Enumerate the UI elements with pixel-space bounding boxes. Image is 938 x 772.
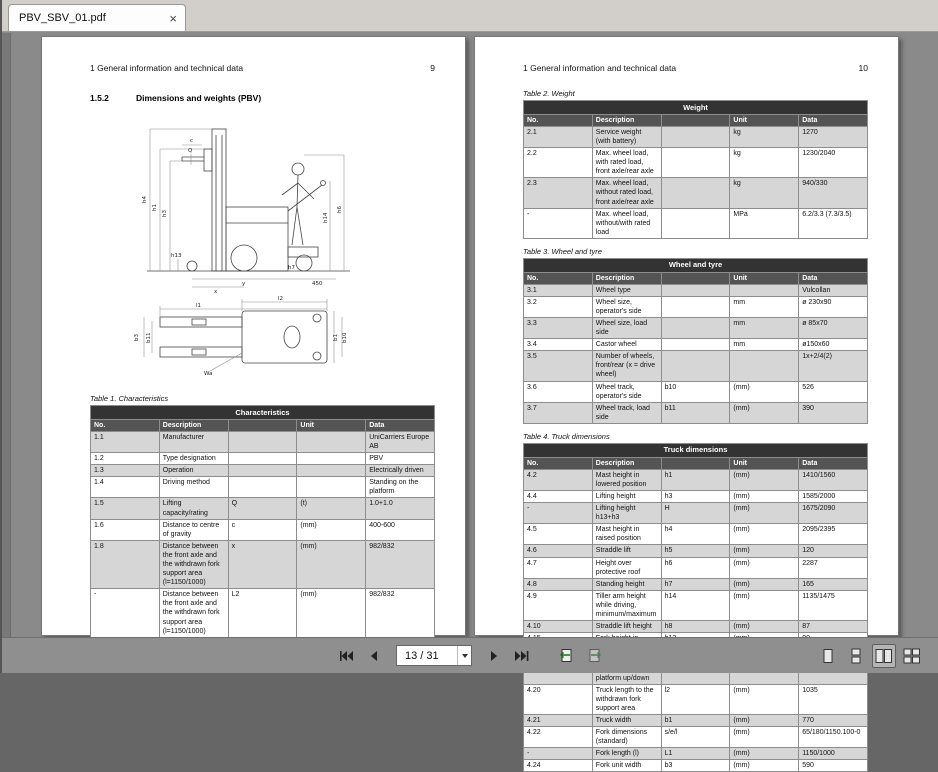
table-row [524, 381, 868, 402]
table-cell: - [524, 208, 593, 238]
table-cell: 1.0+1.0 [366, 498, 435, 519]
column-header [661, 457, 730, 469]
table-cell: Q [228, 498, 297, 519]
svg-text:h1: h1 [152, 204, 158, 211]
svg-text:c: c [190, 138, 194, 144]
page-number: 9 [430, 63, 435, 73]
section-heading [90, 93, 435, 103]
table-cell: h1 [661, 469, 730, 490]
table-cell: 1035 [799, 684, 868, 714]
table-cell: 2095/2395 [799, 524, 868, 545]
table-cell [297, 465, 366, 477]
table1-caption: Table 1. Characteristics [90, 394, 169, 403]
column-header: Unit [730, 457, 799, 469]
table-row [91, 498, 435, 519]
table-cell: ø 85x70 [799, 318, 868, 339]
table-cell: 65/180/1150.100-0 [799, 727, 868, 748]
table-cell: mm [730, 296, 799, 317]
table-row [524, 684, 868, 714]
table-cell: 3.4 [524, 339, 593, 351]
table-cell: h6 [661, 557, 730, 578]
table-cell: - [524, 748, 593, 760]
table-row [524, 351, 868, 381]
table4-caption: Table 4. Truck dimensions [523, 431, 610, 441]
table-cell: (mm) [730, 557, 799, 578]
pdf-page-9 [41, 36, 466, 636]
table-cell: Truck length to the withdrawn fork support area [592, 684, 661, 714]
table-cell: 770 [799, 714, 868, 726]
weight-table [523, 100, 868, 239]
table-cell: (mm) [730, 748, 799, 760]
table-cell: 4.21 [524, 714, 593, 726]
page-header [523, 63, 868, 73]
svg-text:Q: Q [188, 148, 193, 154]
tab-close-icon[interactable]: × [169, 10, 177, 26]
table-cell: 940/330 [799, 178, 868, 208]
table-cell: 3.3 [524, 318, 593, 339]
table-cell: 165 [799, 578, 868, 590]
table-cell: h14 [661, 590, 730, 620]
table-header-row [91, 419, 435, 431]
table-cell [661, 351, 730, 381]
table-cell: 120 [799, 545, 868, 557]
column-header: Unit [730, 272, 799, 284]
table-cell: (mm) [730, 621, 799, 633]
table-cell: Wheel size, operator's side [592, 296, 661, 317]
table-cell: 982/832 [366, 589, 435, 637]
table-cell: ø150x60 [799, 339, 868, 351]
table-cell: Max. wheel load, without/with rated load [592, 208, 661, 238]
table-cell: PBV [366, 453, 435, 465]
column-header: Unit [730, 114, 799, 126]
table-cell: 4.2 [524, 469, 593, 490]
table-cell [228, 465, 297, 477]
table-cell: 4.10 [524, 621, 593, 633]
svg-text:l1: l1 [196, 303, 202, 309]
table-cell: (mm) [730, 490, 799, 502]
table-row [524, 748, 868, 760]
svg-text:b1: b1 [333, 334, 339, 341]
column-header: No. [91, 419, 160, 431]
table-cell: 1.8 [91, 540, 160, 588]
table-cell: (mm) [730, 524, 799, 545]
column-header: Unit [297, 419, 366, 431]
table-row [524, 503, 868, 524]
table-cell: c [228, 519, 297, 540]
table-row [524, 490, 868, 502]
table-row [91, 465, 435, 477]
table-cell: L1 [661, 748, 730, 760]
svg-text:h3: h3 [162, 210, 168, 217]
table-cell [661, 318, 730, 339]
tab-bar [2, 0, 938, 32]
table-cell: Lifting height [592, 490, 661, 502]
next-view-button[interactable] [582, 644, 606, 668]
table-title-row: Wheel and tyre [524, 258, 868, 272]
table-cell: Wheel size, load side [592, 318, 661, 339]
table-cell: 2.3 [524, 178, 593, 208]
column-header: Data [799, 272, 868, 284]
table-row [524, 126, 868, 147]
table-cell: Truck width [592, 714, 661, 726]
table-cell: 1410/1560 [799, 469, 868, 490]
table-cell: l2 [661, 684, 730, 714]
svg-text:h6: h6 [337, 206, 343, 213]
table-cell: 2287 [799, 557, 868, 578]
table-cell: (mm) [297, 540, 366, 588]
side-view-drawing [147, 129, 350, 271]
table-cell: (mm) [730, 760, 799, 772]
column-header: No. [524, 272, 593, 284]
table-cell [661, 148, 730, 178]
column-header: Description [592, 272, 661, 284]
table-row [524, 402, 868, 423]
table-cell: (mm) [730, 545, 799, 557]
table-row [91, 589, 435, 637]
table-cell: h4 [661, 524, 730, 545]
table-cell: Number of wheels, front/rear (x = drive wheel) [592, 351, 661, 381]
svg-text:y: y [242, 281, 246, 287]
two-page-continuous-view-button[interactable] [900, 644, 924, 668]
table-cell: (mm) [297, 519, 366, 540]
table-cell: 1.6 [91, 519, 160, 540]
table-cell: 2.1 [524, 126, 593, 147]
pdf-page-10 [474, 36, 899, 770]
top-view-drawing [160, 311, 327, 363]
table-cell: Castor wheel [592, 339, 661, 351]
table-cell: 6.2/3.3 (7.3/3.5) [799, 208, 868, 238]
table-cell: Driving method [159, 477, 228, 498]
table-cell: 1.4 [91, 477, 160, 498]
table-cell [228, 431, 297, 452]
table-cell: 3.5 [524, 351, 593, 381]
table-cell: Standing on the platform [366, 477, 435, 498]
table-cell [228, 453, 297, 465]
table-row [91, 519, 435, 540]
table-row [524, 545, 868, 557]
svg-text:h14: h14 [323, 212, 329, 223]
column-header: Description [592, 114, 661, 126]
table-cell: Fork unit width [592, 760, 661, 772]
table-cell: b10 [661, 381, 730, 402]
tab-title: PBV_SBV_01.pdf [19, 12, 106, 24]
svg-text:h7: h7 [288, 265, 295, 271]
table-cell: Mast height in lowered position [592, 469, 661, 490]
table-cell [297, 453, 366, 465]
table-cell: h8 [661, 621, 730, 633]
table-cell: Wheel type [592, 284, 661, 296]
column-header: Description [159, 419, 228, 431]
table-row [524, 557, 868, 578]
table-row [524, 296, 868, 317]
table-cell: 1230/2040 [799, 148, 868, 178]
table-cell [661, 126, 730, 147]
column-header: No. [524, 114, 593, 126]
svg-text:b10: b10 [342, 332, 348, 343]
first-page-button[interactable] [334, 644, 358, 668]
table-cell: kg [730, 126, 799, 147]
table-cell: 3.6 [524, 381, 593, 402]
table-cell [661, 296, 730, 317]
table-cell: 1675/2090 [799, 503, 868, 524]
table-cell: - [524, 503, 593, 524]
table-cell: Distance between the front axle and the withdrawn fork support area (l=1150/1000) [159, 589, 228, 637]
truck-dimensions-table [523, 443, 868, 772]
table-cell: 87 [799, 621, 868, 633]
table-cell: 1.2 [91, 453, 160, 465]
table-cell: Fork length (l) [592, 748, 661, 760]
table-header-row [524, 114, 868, 126]
table-cell: 3.7 [524, 402, 593, 423]
table-cell: Operation [159, 465, 228, 477]
table-cell [730, 284, 799, 296]
table-cell: h3 [661, 490, 730, 502]
table-row [524, 339, 868, 351]
svg-text:x: x [214, 289, 218, 295]
dimension-labels [134, 138, 348, 377]
table-cell: (mm) [730, 714, 799, 726]
table-cell: platform up/down [592, 654, 661, 684]
table-row [524, 727, 868, 748]
column-header: No. [524, 457, 593, 469]
table-cell: 400-600 [366, 519, 435, 540]
page-number-combobox[interactable] [396, 645, 472, 666]
table-cell: 590 [799, 760, 868, 772]
table-cell: (mm) [730, 503, 799, 524]
table-cell: 4.8 [524, 578, 593, 590]
table-cell: (mm) [730, 578, 799, 590]
table-cell: (mm) [730, 684, 799, 714]
table-row [524, 178, 868, 208]
svg-text:Wa: Wa [204, 371, 213, 377]
table-cell: 4.20 [524, 684, 593, 714]
table-cell: Type designation [159, 453, 228, 465]
table-cell: 2.2 [524, 148, 593, 178]
table-cell: Electrically driven [366, 465, 435, 477]
table-row [524, 621, 868, 633]
svg-text:l2: l2 [278, 296, 284, 302]
table-cell: Distance to centre of gravity [159, 519, 228, 540]
table-cell: Mast height in raised position [592, 524, 661, 545]
table-cell [228, 477, 297, 498]
table-cell: Max. wheel load, without rated load, front axle/rear axle [592, 178, 661, 208]
table2-caption: Table 2. Weight [523, 89, 575, 98]
table-cell: Max. wheel load, with rated load, front axle/rear axle [592, 148, 661, 178]
column-header [661, 114, 730, 126]
table-cell: Manufacturer [159, 431, 228, 452]
table-row [524, 148, 868, 178]
table-cell [661, 284, 730, 296]
table-cell: 1270 [799, 126, 868, 147]
table-cell: 1.3 [91, 465, 160, 477]
svg-text:b3: b3 [134, 334, 140, 341]
table-cell: 4.9 [524, 590, 593, 620]
table-cell: Wheel track, load side [592, 402, 661, 423]
table-row [524, 760, 868, 772]
table-cell: ø 230x90 [799, 296, 868, 317]
table-cell: Standing height [592, 578, 661, 590]
table-cell: Lifting capacity/rating [159, 498, 228, 519]
table-cell: - [91, 589, 160, 637]
table-cell: s/e/l [661, 727, 730, 748]
combo-dropdown-icon[interactable] [457, 646, 471, 665]
table-cell: mm [730, 318, 799, 339]
table-cell: (mm) [297, 589, 366, 637]
characteristics-table [90, 405, 435, 659]
table-cell: Height over protective roof [592, 557, 661, 578]
table-cell: H [661, 503, 730, 524]
table-cell: x [228, 540, 297, 588]
table-cell: Fork dimensions (standard) [592, 727, 661, 748]
table-row [524, 578, 868, 590]
table-cell: b3 [661, 760, 730, 772]
svg-text:h4: h4 [142, 196, 148, 203]
table-cell: UniCarriers Europe AB [366, 431, 435, 452]
table-row [524, 284, 868, 296]
wheel-tyre-table [523, 258, 868, 424]
table-cell [297, 431, 366, 452]
bottom-toolbar [2, 637, 938, 673]
table-row [524, 469, 868, 490]
table-cell: (mm) [730, 469, 799, 490]
table-cell: 982/832 [366, 540, 435, 588]
table-row [524, 208, 868, 238]
table-cell: (mm) [730, 402, 799, 423]
column-header [228, 419, 297, 431]
table-row [524, 524, 868, 545]
prev-page-button[interactable] [362, 644, 386, 668]
table-cell: (t) [297, 498, 366, 519]
table-cell: MPa [730, 208, 799, 238]
table-cell: 4.6 [524, 545, 593, 557]
previous-view-button[interactable] [554, 644, 578, 668]
table-cell: b11 [661, 402, 730, 423]
table-cell: 3.2 [524, 296, 593, 317]
table-row [524, 714, 868, 726]
collapsed-sidebar[interactable] [2, 33, 11, 637]
table-row [91, 477, 435, 498]
page-number: 10 [858, 63, 868, 73]
dimension-lines [144, 129, 344, 371]
table-row [524, 318, 868, 339]
table-cell: Wheel track, operator's side [592, 381, 661, 402]
table-cell: (mm) [730, 727, 799, 748]
table-row [91, 453, 435, 465]
table-cell: 4.24 [524, 760, 593, 772]
table-cell: 1.5 [91, 498, 160, 519]
table-cell: 1135/1475 [799, 590, 868, 620]
table-cell: b1 [661, 714, 730, 726]
table-header-row [524, 457, 868, 469]
next-page-button[interactable] [482, 644, 506, 668]
table-header-row [524, 272, 868, 284]
column-header: Data [799, 457, 868, 469]
table-cell [661, 178, 730, 208]
table-cell: Vulcollan [799, 284, 868, 296]
section-number: 1.5.2 [90, 93, 109, 103]
section-title: Dimensions and weights (PBV) [136, 93, 262, 103]
continuous-view-button[interactable] [844, 644, 868, 668]
table-cell: Lifting height h13+h3 [592, 503, 661, 524]
table-cell [661, 339, 730, 351]
column-header: Description [592, 457, 661, 469]
table-cell: Service weight (with battery) [592, 126, 661, 147]
column-header: Data [366, 419, 435, 431]
page-header [90, 63, 435, 73]
table-cell: 3.1 [524, 284, 593, 296]
table-cell: 4.5 [524, 524, 593, 545]
page-indicator: 13 / 31 [405, 649, 439, 662]
column-header [661, 272, 730, 284]
table-row [91, 540, 435, 588]
table-cell: 1x+2/4(2) [799, 351, 868, 381]
table-cell: 4.7 [524, 557, 593, 578]
table-cell: Distance between the front axle and the withdrawn fork support area (l=1150/1000) [159, 540, 228, 588]
table-title-row: Characteristics [91, 406, 435, 420]
table-cell [297, 477, 366, 498]
table-cell: Tiller arm height while driving, minimum/maximum [592, 590, 661, 620]
running-header: 1 General information and technical data [90, 63, 244, 73]
last-page-button[interactable] [510, 644, 534, 668]
table-cell: Straddle lift height [592, 621, 661, 633]
two-page-view-button[interactable] [872, 644, 896, 668]
table-cell: h7 [661, 578, 730, 590]
table3-caption: Table 3. Wheel and tyre [523, 246, 602, 256]
table-cell: Straddle lift [592, 545, 661, 557]
svg-text:450: 450 [312, 281, 323, 287]
table-cell [730, 351, 799, 381]
truck-dimension-diagram [92, 111, 422, 383]
table-row [91, 431, 435, 452]
table-cell: (mm) [730, 590, 799, 620]
table-cell [661, 208, 730, 238]
single-page-view-button[interactable] [816, 644, 840, 668]
table-cell: 526 [799, 381, 868, 402]
running-header: 1 General information and technical data [523, 63, 677, 73]
table-title-row: Truck dimensions [524, 443, 868, 457]
table-cell: (mm) [730, 381, 799, 402]
table-cell: 4.22 [524, 727, 593, 748]
table-cell: 1150/1000 [799, 748, 868, 760]
document-tab[interactable] [8, 4, 186, 31]
svg-text:h13: h13 [171, 253, 182, 259]
table-row [524, 590, 868, 620]
table-cell: L2 [228, 589, 297, 637]
table-cell: h5 [661, 545, 730, 557]
truck-dimension-figure [92, 111, 435, 388]
table-cell: 390 [799, 402, 868, 423]
table-cell: 1.1 [91, 431, 160, 452]
table-cell: kg [730, 148, 799, 178]
page-layout-group [814, 638, 926, 673]
column-header: Data [799, 114, 868, 126]
table-cell: 1585/2000 [799, 490, 868, 502]
table-cell: 4.4 [524, 490, 593, 502]
table-cell: mm [730, 339, 799, 351]
table-title-row: Weight [524, 101, 868, 115]
svg-text:b11: b11 [146, 332, 152, 343]
table-cell: kg [730, 178, 799, 208]
